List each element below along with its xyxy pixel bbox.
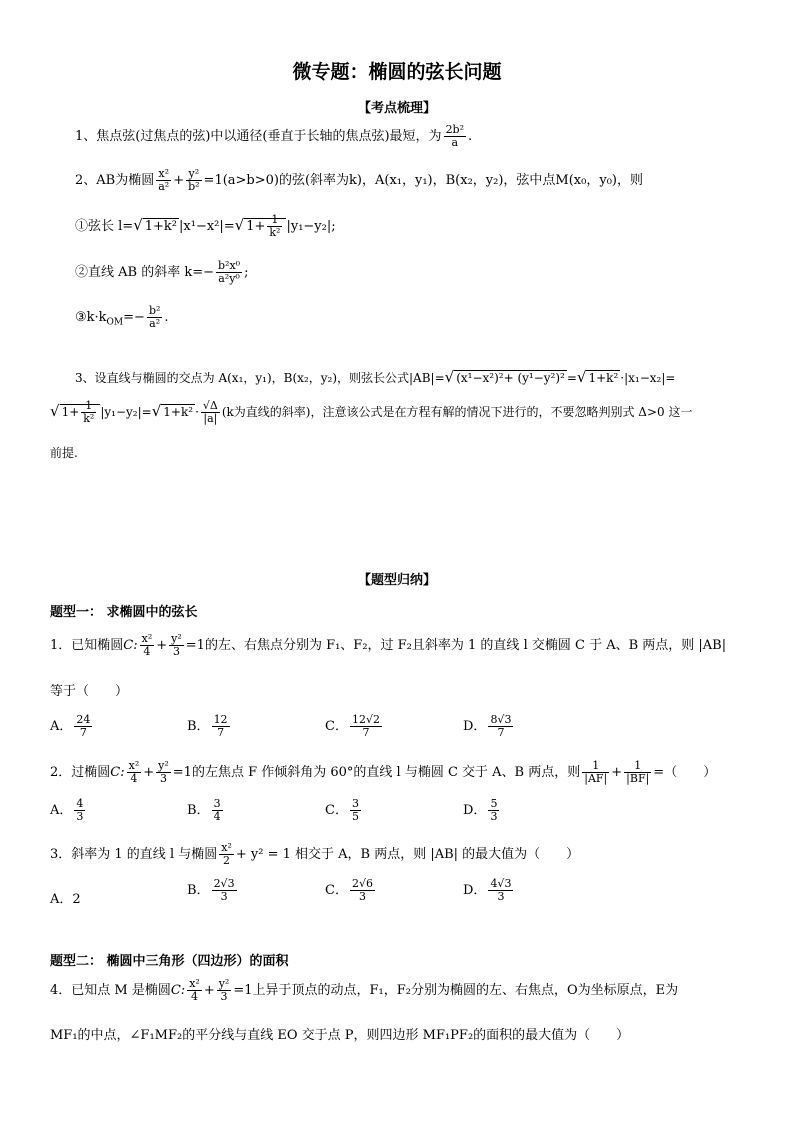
q2-option-b[interactable]: B． $\frac{3}{4}$ [187, 797, 221, 824]
point-1: 1、焦点弦(过焦点的弦)中以通径(垂直于长轴的焦点弦)最短，为 $\frac{\text{2b²}}{a}$ . [75, 123, 473, 150]
fraction: $\frac{\text{b²x⁰}}{\text{a²y⁰}}$ [218, 259, 241, 286]
q1-option-a[interactable]: A． $\frac{24}{7}$ [50, 713, 91, 740]
type-2-heading: 题型二： 椭圆中三角形（四边形）的面积 [50, 954, 289, 969]
point-1-text: 1、焦点弦(过焦点的弦)中以通径(垂直于长轴的焦点弦)最短，为 [75, 129, 442, 145]
q3-option-a[interactable]: A．2 [50, 892, 81, 907]
point-3-line-1: 3、设直线与椭圆的交点为 A(x₁，y₁)，B(x₂，y₂)，则弦长公式|AB|=√ (x¹−x²)²+ (y¹−y²)² =√ 1+k² ·|x₁−x₂|= [75, 368, 676, 386]
q3-option-b[interactable]: B． $\frac{2√3}{3}$ [187, 877, 235, 904]
page-title: 微专题：椭圆的弦长问题 [292, 61, 502, 83]
fraction: $\frac{\text{x²}}{\text{a²}}$ [158, 167, 170, 194]
point-2-text: 2、AB为椭圆 [75, 173, 155, 189]
formula-slope: ②直线 AB 的斜率 k=− $\frac{\text{b²x⁰}}{\text{a²y⁰}}$ ; [75, 259, 249, 286]
question-1: 1．已知椭圆C: $\frac{\text{x²}}{4}$ + $\frac{\text{y²}}{3}$ =1的左、右焦点分别为 F₁、F₂，过 F₂且斜率为 1 的直线 l 交椭圆 C 于 A、B 两点，则 |AB| [50, 632, 727, 659]
q1-option-d[interactable]: D． $\frac{8√3}{7}$ [463, 713, 512, 740]
q1-option-b[interactable]: B． $\frac{12}{7}$ [187, 713, 228, 740]
q3-option-d[interactable]: D． $\frac{4√3}{3}$ [463, 877, 512, 904]
question-2: 2．过椭圆C: $\frac{\text{x²}}{4}$ + $\frac{\text{y²}}{3}$ =1的左焦点 F 作倾斜角为 60°的直线 l 与椭圆 C 交于 A、B 两点，则 $\frac{1}{|AF|}$ + $\frac{1}{|BF|}$ =（ ） [50, 759, 717, 786]
fraction: $\frac{\text{y²}}{\text{b²}}$ [188, 167, 200, 194]
fraction: $\frac{1}{\text{k²}}$ [269, 213, 281, 240]
point-2: 2、AB为椭圆 $\frac{\text{x²}}{\text{a²}}$ + $\frac{\text{y²}}{\text{b²}}$ =1(a>b>0)的弦(斜率为k)，A(x₁，y₁)，B(x₂，y₂)，弦中点M(x₀，y₀)，则 [75, 167, 643, 194]
fraction: $\frac{\text{b²}}{\text{a²}}$ [148, 304, 161, 331]
q2-option-a[interactable]: A． $\frac{4}{3}$ [50, 797, 84, 824]
point-3-line-3: 前提. [50, 446, 78, 460]
type-1-heading: 题型一： 求椭圆中的弦长 [50, 605, 198, 620]
q2-option-c[interactable]: C． $\frac{3}{5}$ [325, 797, 359, 824]
q1-option-c[interactable]: C． $\frac{12√2}{7}$ [325, 713, 380, 740]
q2-option-d[interactable]: D． $\frac{5}{3}$ [463, 797, 498, 824]
point-3-line-2: √ 1+ $\frac{1}{\text{k²}}$ |y₁−y₂|=√ 1+k² · $\frac{√\Delta}{|a|}$ (k为直线的斜率)，注意该公式是在方程有解的情况下进行的，不要忽略判别式 Δ>0 这一 [50, 399, 693, 426]
q3-option-c[interactable]: C． $\frac{2√6}{3}$ [325, 877, 373, 904]
section-heading-key-points: 【考点梳理】 [357, 101, 436, 116]
question-3: 3．斜率为 1 的直线 l 与椭圆 $\frac{\text{x²}}{2}$ + y² = 1 相交于 A，B 两点，则 |AB| 的最大值为（ ） [50, 841, 580, 868]
fraction: $\frac{\text{2b²}}{a}$ [445, 123, 465, 150]
formula-product: $③k\cdot k_{OM}=-$ $\frac{\text{b²}}{\text{a²}}$ . [75, 304, 169, 331]
section-heading-problem-types: 【题型归纳】 [357, 573, 436, 588]
question-4: 4．已知点 M 是椭圆C: $\frac{\text{x²}}{4}$ + $\frac{\text{y²}}{3}$ =1上异于顶点的动点，F₁，F₂分别为椭圆的左、右焦点，O为坐标原点，E为 [50, 977, 679, 1004]
formula-chord-length: ①弦长 l=√ 1+k² |x¹−x²|=√ 1+ $\frac{1}{\text{k²}}$ |y₁−y₂|; [75, 213, 336, 240]
question-1-line-2: 等于（ ） [50, 684, 129, 699]
question-4-line-2: MF₁的中点，∠F₁MF₂的平分线与直线 EO 交于点 P，则四边形 MF₁PF₂的面积的最大值为（ ） [50, 1028, 630, 1043]
fraction: $\frac{√\Delta}{|a|}$ [202, 399, 218, 426]
